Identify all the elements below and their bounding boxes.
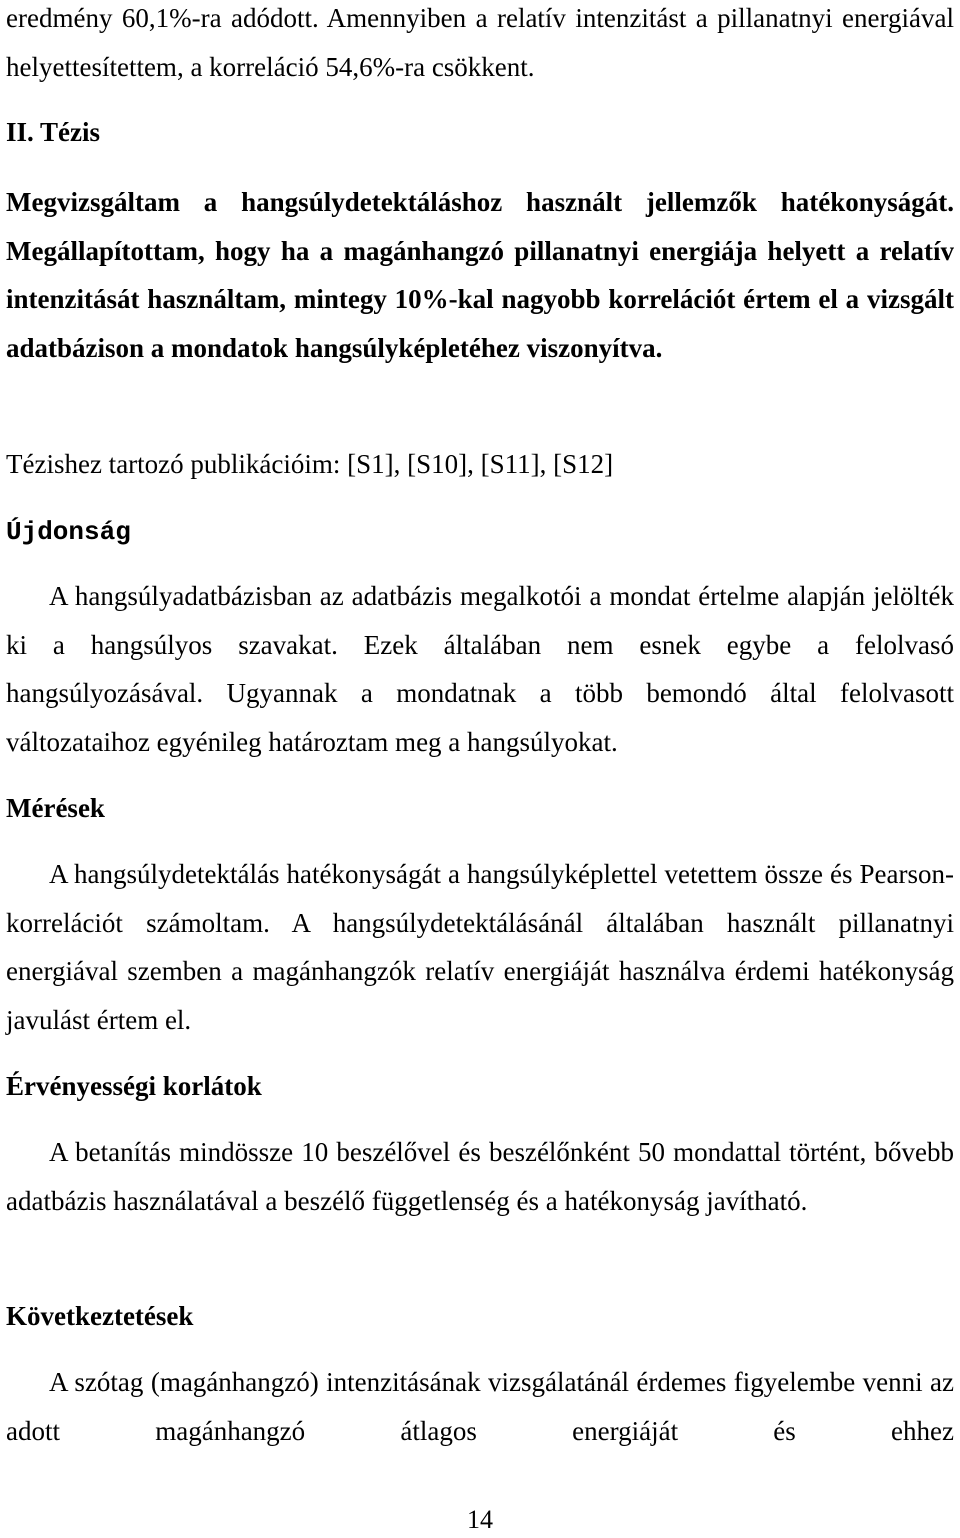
intro-paragraph: eredmény 60,1%-ra adódott. Amennyiben a relatív intenzitást a pillanatnyi energiával helyettesítettem, a korreláció 54,6%-ra csökkent.: [6, 3, 954, 82]
section-title-ujdonsag: Újdonság: [6, 517, 131, 547]
thesis-publications: Tézishez tartozó publikációim: [S1], [S10], [S11], [S12]: [6, 449, 614, 479]
page-number: 14: [467, 1505, 493, 1534]
section-title-ervenyessegi-korlatok: Érvényességi korlátok: [6, 1071, 262, 1101]
section-title-kovetkeztetesek: Következtetések: [6, 1301, 194, 1331]
thesis-title: II. Tézis: [6, 117, 101, 147]
section-title-meresek: Mérések: [6, 793, 105, 823]
section-body-ervenyessegi-korlatok: A betanítás mindössze 10 beszélővel és beszélőnként 50 mondattal történt, bővebb adatbázis használatával a beszélő függetlenség és a hatékonyság javítható.: [6, 1137, 954, 1216]
thesis-body: Megvizsgáltam a hangsúlydetektáláshoz használt jellemzők hatékonyságát. Megállapítottam, hogy ha a magánhangzó pillanatnyi energiája helyett a relatív intenzitását használtam, mintegy 10%-kal nagyobb korrelációt értem el a vizsgált adatbázison a mondatok hangsúlyképletéhez viszonyítva.: [6, 187, 954, 363]
section-body-kovetkeztetesek: A szótag (magánhangzó) intenzitásának vizsgálatánál érdemes figyelembe venni az adott magánhangzó átlagos energiáját és ehhez: [6, 1367, 954, 1446]
section-body-meresek: A hangsúlydetektálás hatékonyságát a hangsúlyképlettel vetettem össze és Pearson-korrelációt számoltam. A hangsúlydetektálásánál általában használt pillanatnyi energiával szemben a magánhangzók relatív energiáját használva érdemi hatékonyság javulást értem el.: [6, 859, 954, 1035]
section-body-ujdonsag: A hangsúlyadatbázisban az adatbázis megalkotói a mondat értelme alapján jelölték ki a hangsúlyos szavakat. Ezek általában nem esnek egybe a felolvasó hangsúlyozásával. Ugyannak a mondatnak a több bemondó által felolvasott változataihoz egyénileg határoztam meg a hangsúlyokat.: [6, 581, 954, 757]
